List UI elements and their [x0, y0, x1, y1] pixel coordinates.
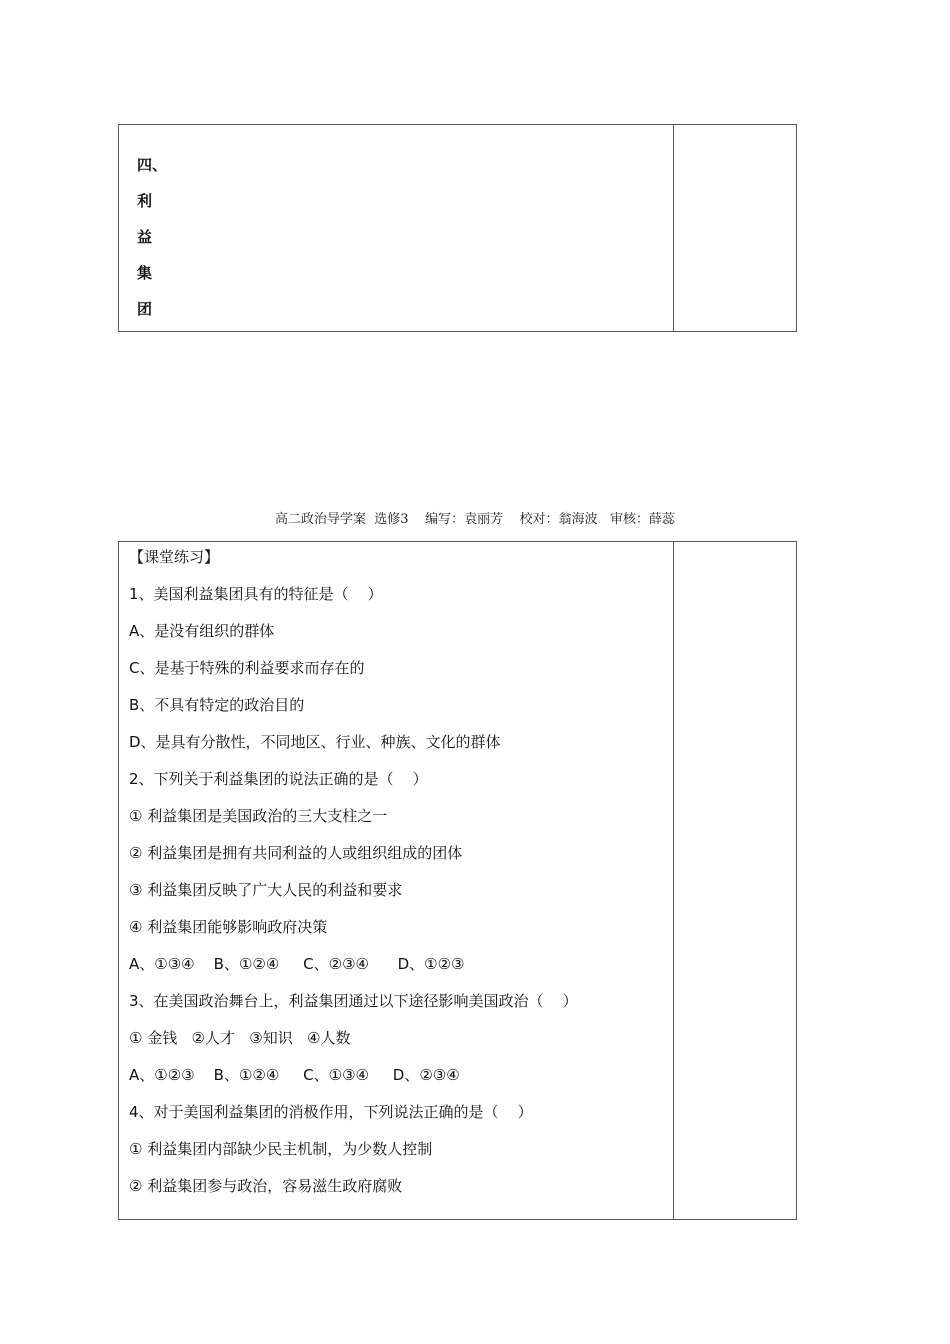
- statement-line: ② 利益集团是拥有共同利益的人或组织组成的团体: [129, 844, 463, 862]
- answer-options: A、①③④ B、①②④ C、②③④ D、①②③: [129, 955, 465, 973]
- option-line: A、是没有组织的群体: [129, 622, 275, 640]
- page-header: 高二政治导学案 选修3 编写：袁丽芳 校对：翁海波 审核：薛蕊: [275, 512, 675, 527]
- answer-options: A、①②③ B、①②④ C、①③④ D、②③④: [129, 1066, 460, 1084]
- question-2: 2、下列关于利益集团的说法正确的是（ ）: [129, 770, 428, 788]
- statement-line: ② 利益集团参与政治，容易滋生政府腐败: [129, 1177, 403, 1195]
- question-1: 1、美国利益集团具有的特征是（ ）: [129, 585, 383, 603]
- practice-title: 【课堂练习】: [129, 548, 220, 566]
- option-line: C、是基于特殊的利益要求而存在的: [129, 659, 365, 677]
- statement-line: ④ 利益集团能够影响政府决策: [129, 918, 328, 936]
- column-divider: [673, 125, 674, 331]
- option-line: B、不具有特定的政治目的: [129, 696, 305, 714]
- statement-line: ③ 利益集团反映了广大人民的利益和要求: [129, 881, 403, 899]
- heading-char: 利: [137, 192, 153, 210]
- practice-content: [129, 544, 669, 1210]
- practice-table: [118, 541, 797, 1220]
- question-4: 4、对于美国利益集团的消极作用，下列说法正确的是（ ）: [129, 1103, 533, 1121]
- statement-line: ① 利益集团内部缺少民主机制，为少数人控制: [129, 1140, 433, 1158]
- statement-line: ① 利益集团是美国政治的三大支柱之一: [129, 807, 388, 825]
- column-divider: [673, 542, 674, 1219]
- question-3: 3、在美国政治舞台上，利益集团通过以下途径影响美国政治（ ）: [129, 992, 578, 1010]
- option-line: D、是具有分散性，不同地区、行业、种族、文化的群体: [129, 733, 501, 751]
- heading-char: 集: [137, 264, 153, 282]
- statement-line: ① 金钱 ②人才 ③知识 ④人数: [129, 1029, 351, 1047]
- top-table: [118, 124, 797, 332]
- section-heading-interest-groups: [137, 147, 167, 327]
- heading-char: 四、: [137, 156, 168, 174]
- heading-char: 团: [137, 300, 153, 318]
- heading-char: 益: [137, 228, 153, 246]
